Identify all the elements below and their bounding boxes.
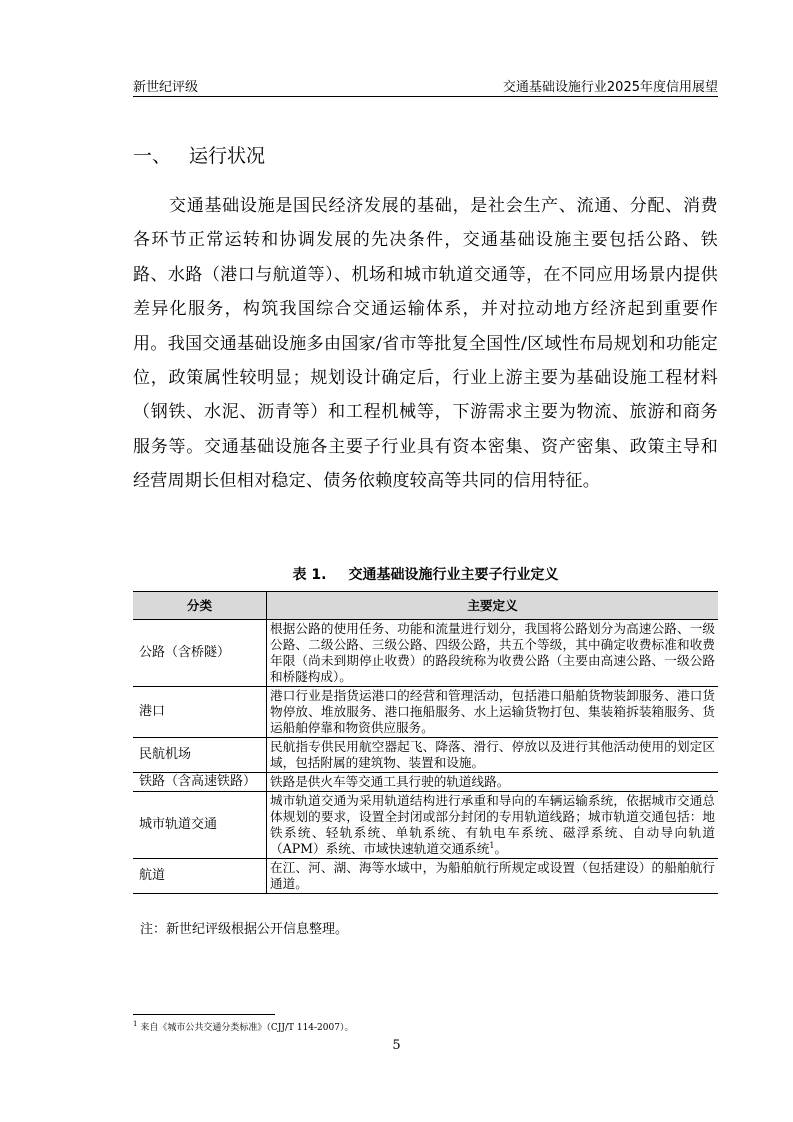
page-number: 5 <box>392 1038 401 1053</box>
header-report-title: 交通基础设施行业2025年度信用展望 <box>502 80 718 95</box>
table-header-definition: 主要定义 <box>267 592 719 620</box>
footnote-text: 来自《城市公共交通分类标准》（CJJ/T 114-2007）。 <box>140 1023 354 1033</box>
header-org: 新世纪评级 <box>133 80 199 95</box>
footnote-divider <box>133 1014 275 1015</box>
footnote-marker: 1 <box>133 1020 138 1028</box>
table-cell-definition: 铁路是供火车等交通工具行驶的轨道线路。 <box>267 773 719 792</box>
table-caption-label: 表 1. <box>292 567 327 583</box>
table-cell-definition: 城市轨道交通为采用轨道结构进行承重和导向的车辆运输系统，依据城市交通总体规划的要求，设置全封闭或部分封闭的专用轨道线路；城市轨道交通包括：地铁系统、轻轨系统、单轨系统、有轨电车系统、磁浮系统、自动导向轨道（APM）系统、市域快速轨道交通系统$^1$。 <box>267 792 719 859</box>
table-row <box>133 738 718 773</box>
definition-table <box>133 591 718 894</box>
table-row <box>133 687 718 738</box>
section-title-text: 运行状况 <box>189 145 266 167</box>
table-cell-definition: 港口行业是指货运港口的经营和管理活动，包括港口船舶货物装卸服务、港口货物停放、堆放服务、港口拖船服务、水上运输货物打包、集装箱拆装箱服务、货运船舶停靠和物资供应服务。 <box>267 687 719 738</box>
table-cell-category: 公路（含桥隧） <box>133 620 267 687</box>
table-row <box>133 773 718 792</box>
footnote <box>133 1020 353 1033</box>
table-caption-title: 交通基础设施行业主要子行业定义 <box>348 567 559 583</box>
table-note: 注：新世纪评级根据公开信息整理。 <box>140 922 349 937</box>
table-caption <box>133 564 718 584</box>
table-cell-category: 港口 <box>133 687 267 738</box>
table-header-row <box>133 592 718 620</box>
table-header-category: 分类 <box>133 592 267 620</box>
table-cell-definition-text: 城市轨道交通为采用轨道结构进行承重和导向的车辆运输系统，依据城市交通总体规划的要求，设置全封闭或部分封闭的专用轨道线路；城市轨道交通包括：地铁系统、轻轨系统、单轨系统、有轨电车系统、磁浮系统、自动导向轨道（APM）系统、市域快速轨道交通系统 <box>270 793 715 856</box>
section-number: 一、 <box>133 145 172 167</box>
table-cell-definition: 根据公路的使用任务、功能和流量进行划分，我国将公路划分为高速公路、一级公路、二级公路、三级公路、四级公路，共五个等级，其中确定收费标准和收费年限（尚未到期停止收费）的路段统称为收费公路（主要由高速公路、一级公路和桥隧构成）。 <box>267 620 719 687</box>
footnote-reference: 1 <box>489 840 495 850</box>
table-row <box>133 859 718 894</box>
body-paragraph: 交通基础设施是国民经济发展的基础，是社会生产、流通、分配、消费各环节正常运转和协调发展的先决条件，交通基础设施主要包括公路、铁路、水路（港口与航道等）、机场和城市轨道交通等，在不同应用场景内提供差异化服务，构筑我国综合交通运输体系，并对拉动地方经济起到重要作用。我国交通基础设施多由国家/省市等批复全国性/区域性布局规划和功能定位，政策属性较明显；规划设计确定后，行业上游主要为基础设施工程材料（钢铁、水泥、沥青等）和工程机械等，下游需求主要为物流、旅游和商务服务等。交通基础设施各主要子行业具有资本密集、资产密集、政策主导和经营周期长但相对稳定、债务依赖度较高等共同的信用特征。 <box>133 196 718 492</box>
table-cell-category: 航道 <box>133 859 267 894</box>
table-cell-category: 铁路（含高速铁路） <box>133 773 267 792</box>
table-cell-category: 民航机场 <box>133 738 267 773</box>
table-row <box>133 620 718 687</box>
section-heading <box>133 141 265 168</box>
page-header <box>133 76 718 97</box>
table-cell-definition: 民航指专供民用航空器起飞、降落、滑行、停放以及进行其他活动使用的划定区域，包括附属的建筑物、装置和设施。 <box>267 738 719 773</box>
table-cell-category: 城市轨道交通 <box>133 792 267 859</box>
table-row <box>133 792 718 859</box>
table-cell-definition: 在江、河、湖、海等水域中，为船舶航行所规定或设置（包括建设）的船舶航行通道。 <box>267 859 719 894</box>
body-text <box>133 189 718 499</box>
